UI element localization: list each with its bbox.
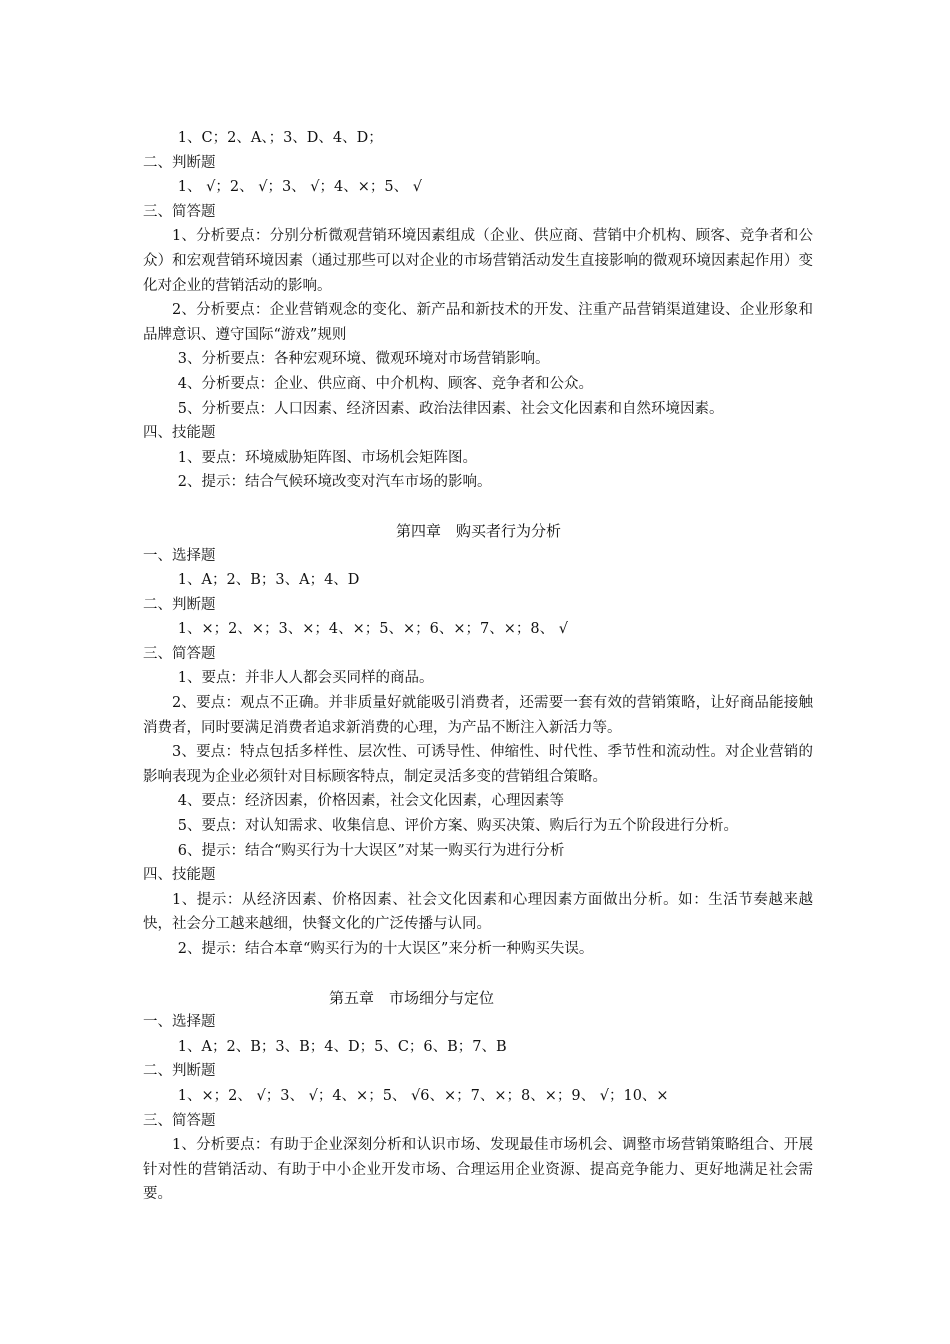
document-page: [143, 126, 813, 1207]
ch4-short-6: 6、提示：结合“购买行为十大误区”对某一购买行为进行分析: [177, 842, 565, 859]
ch5-short-1: 1、分析要点：有助于企业深刻分析和认识市场、发现最佳市场机会、调整市场营销策略组合、开展针对性的营销活动、有助于中小企业开发市场、合理运用企业资源、提高竞争能力、更好地满足社会需要。: [143, 1137, 813, 1203]
ch4-short-2: 2、要点：观点不正确。并非质量好就能吸引消费者，还需要一套有效的营销策略，让好商品能接触消费者，同时要满足消费者追求新消费的心理，为产品不断注入新活力等。: [143, 695, 813, 736]
ch5-judge-answers: 1、×；2、 √；3、 √；4、×；5、 √6、×；7、×；8、×；9、 √；10、×: [177, 1087, 669, 1104]
ch3-skill-1: 1、要点：环境威胁矩阵图、市场机会矩阵图。: [177, 449, 478, 466]
chapter-5-title: 第五章 市场细分与定位: [329, 988, 495, 1007]
ch5-choice-answers: 1、A；2、B；3、B；4、D；5、C；6、B；7、B: [177, 1038, 507, 1055]
ch3-short-4: 4、分析要点：企业、供应商、中介机构、顾客、竞争者和公众。: [177, 375, 594, 392]
ch4-skill-2: 2、提示：结合本章“购买行为的十大误区”来分析一种购买失误。: [177, 941, 594, 957]
ch3-short-5: 5、分析要点：人口因素、经济因素、政治法律因素、社会文化因素和自然环境因素。: [177, 400, 724, 417]
ch3-judge-answers: 1、 √；2、 √；3、 √；4、×；5、 √: [177, 179, 422, 196]
chapter-4-title: 第四章 购买者行为分析: [396, 521, 562, 540]
ch4-short-4: 4、要点：经济因素，价格因素，社会文化因素，心理因素等: [177, 793, 565, 810]
ch3-short-2: 2、分析要点：企业营销观念的变化、新产品和新技术的开发、注重产品营销渠道建设、企业形象和品牌意识、遵守国际“游戏”规则: [143, 302, 813, 343]
ch4-choice-answers: 1、A；2、B；3、A；4、D: [177, 572, 360, 589]
ch5-short-heading: 三、简答题: [143, 1112, 216, 1129]
ch4-short-3: 3、要点：特点包括多样性、层次性、可诱导性、伸缩性、时代性、季节性和流动性。对企业营销的影响表现为企业必须针对目标顾客特点，制定灵活多变的营销组合策略。: [143, 744, 813, 785]
ch4-judge-answers: 1、×；2、×；3、×；4、×；5、×；6、×；7、×；8、 √: [177, 621, 568, 638]
ch3-short-1: 1、分析要点：分别分析微观营销环境因素组成（企业、供应商、营销中介机构、顾客、竞争者和公众）和宏观营销环境因素（通过那些可以对企业的市场营销活动发生直接影响的微观环境因素起作用）变化对企业的营销活动的影响。: [143, 228, 813, 294]
ch3-skill-heading: 四、技能题: [143, 425, 216, 442]
ch3-judge-heading: 二、判断题: [143, 154, 216, 171]
ch4-judge-heading: 二、判断题: [143, 596, 216, 613]
ch3-short-3: 3、分析要点：各种宏观环境、微观环境对市场营销影响。: [177, 351, 550, 368]
ch4-short-5: 5、要点：对认知需求、收集信息、评价方案、购买决策、购后行为五个阶段进行分析。: [177, 818, 739, 835]
ch4-skill-heading: 四、技能题: [143, 867, 216, 884]
ch4-short-heading: 三、简答题: [143, 645, 216, 662]
ch4-choice-heading: 一、选择题: [143, 547, 216, 564]
ch5-choice-heading: 一、选择题: [143, 1014, 216, 1031]
ch3-skill-2: 2、提示：结合气候环境改变对汽车市场的影响。: [177, 474, 492, 491]
ch5-judge-heading: 二、判断题: [143, 1063, 216, 1080]
ch3-short-heading: 三、简答题: [143, 203, 216, 220]
ch4-skill-1: 1、提示：从经济因素、价格因素、社会文化因素和心理因素方面做出分析。如：生活节奏越来越快，社会分工越来越细，快餐文化的广泛传播与认同。: [143, 891, 813, 933]
ch3-choice-answers: 1、C；2、A、；3、D、4、D；: [177, 130, 383, 146]
ch4-short-1: 1、要点：并非人人都会买同样的商品。: [177, 670, 434, 687]
